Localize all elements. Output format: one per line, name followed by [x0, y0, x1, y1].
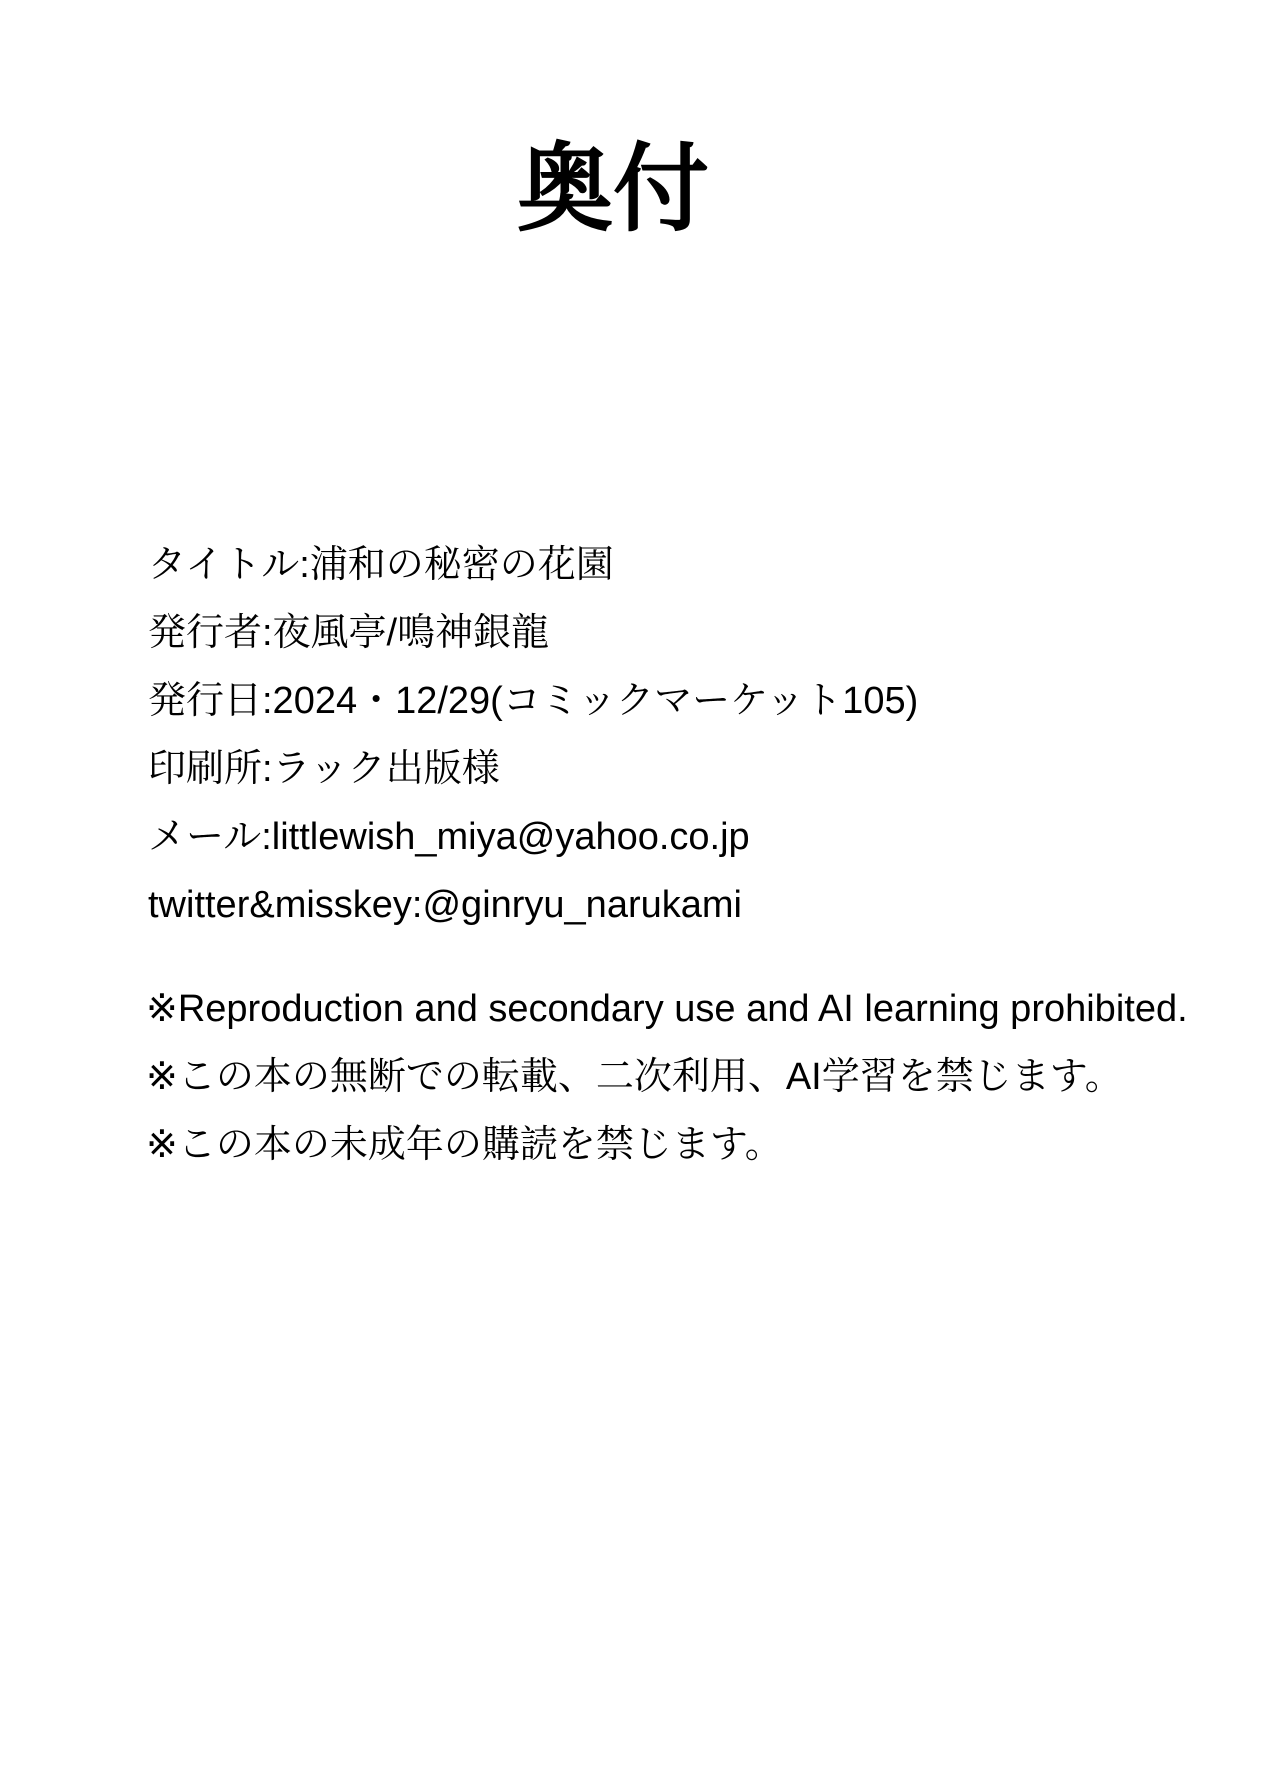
info-line-email: メール:littlewish_miya@yahoo.co.jp — [148, 816, 750, 858]
notice-english-prohibition: ※Reproduction and secondary use and AI learning prohibited. — [146, 988, 1188, 1030]
info-line-printer: 印刷所:ラック出版様 — [148, 748, 500, 790]
info-line-publisher: 発行者:夜風亭/鳴神銀龍 — [148, 612, 550, 654]
info-line-book-title: タイトル:浦和の秘密の花園 — [148, 544, 614, 586]
page-title: 奥付 — [517, 136, 709, 243]
info-line-social-accounts: twitter&misskey:@ginryu_narukami — [148, 884, 742, 926]
publication-info — [148, 531, 918, 939]
prohibition-notices — [146, 975, 1188, 1179]
notice-japanese-reproduction-prohibition: ※この本の無断での転載、二次利用、AI学習を禁じます。 — [146, 1056, 1123, 1098]
notice-japanese-minors-prohibition: ※この本の未成年の購読を禁じます。 — [146, 1124, 783, 1166]
info-line-publication-date: 発行日:2024・12/29(コミックマーケット105) — [148, 680, 919, 722]
